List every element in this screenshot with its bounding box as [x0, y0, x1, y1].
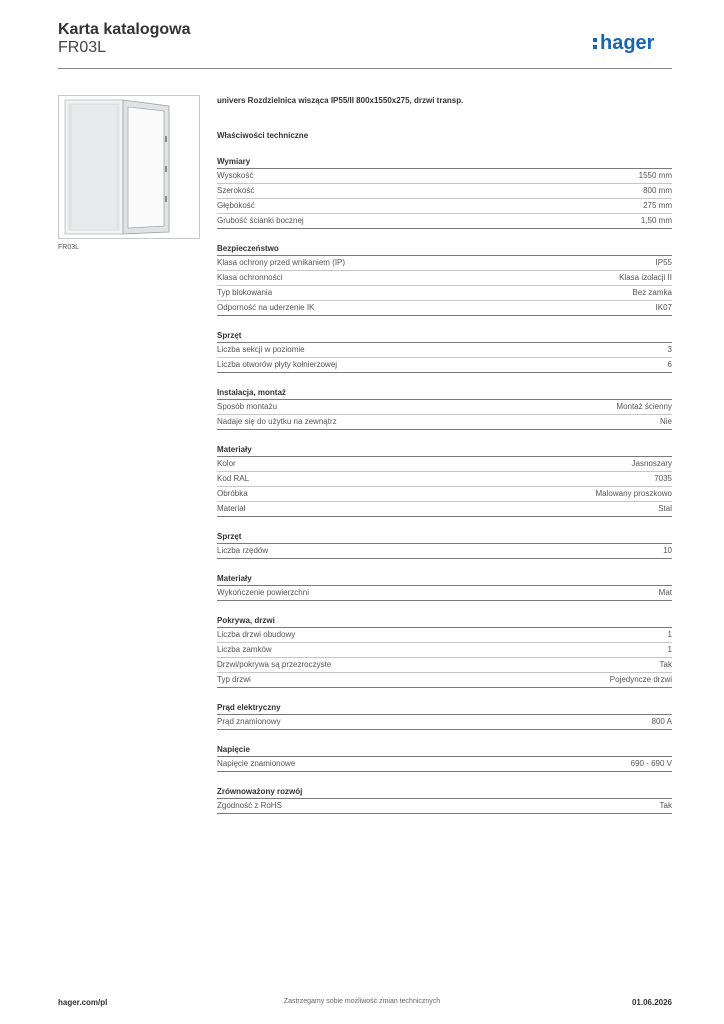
hager-logo — [592, 30, 674, 56]
spec-label: Typ blokowania — [217, 288, 273, 297]
spec-section — [217, 743, 672, 772]
spec-label: Drzwi/pokrywa są przezroczyste — [217, 660, 332, 669]
spec-value: Montaż ścienny — [616, 402, 672, 411]
spec-row — [217, 286, 672, 301]
spec-row — [217, 643, 672, 658]
spec-section — [217, 701, 672, 730]
spec-section — [217, 614, 672, 688]
footer-date: 01.06.2026 — [631, 998, 672, 1007]
spec-row — [217, 586, 672, 601]
spec-value: Jasnoszary — [631, 459, 672, 468]
spec-row — [217, 169, 672, 184]
spec-row — [217, 400, 672, 415]
spec-section — [217, 386, 672, 430]
spec-value: Tak — [659, 660, 672, 669]
spec-label: Sposób montażu — [217, 402, 278, 411]
spec-value: 6 — [667, 360, 672, 369]
spec-value: IP55 — [655, 258, 672, 267]
spec-label: Liczba rzędów — [217, 546, 269, 555]
spec-label: Napięcie znamionowe — [217, 759, 296, 768]
product-description: univers Rozdzielnica wisząca IP55/II 800x1550x275, drzwi transp. — [217, 96, 464, 105]
spec-row — [217, 487, 672, 502]
spec-label: Liczba drzwi obudowy — [217, 630, 296, 639]
spec-value: 800 mm — [643, 186, 672, 195]
tech-properties-heading: Właściwości techniczne — [217, 131, 309, 140]
spec-row — [217, 658, 672, 673]
logo-text: hager — [600, 32, 655, 54]
spec-value: Klasa izolacji II — [619, 273, 672, 282]
footer-disclaimer: Zastrzegamy sobie możliwość zmian technicznych — [283, 998, 441, 1005]
spec-row — [217, 544, 672, 559]
spec-label: Szerokość — [217, 186, 255, 195]
spec-section — [217, 242, 672, 316]
spec-value: 800 A — [651, 717, 672, 726]
spec-sections — [217, 155, 672, 814]
spec-value: 1 — [667, 645, 672, 654]
spec-label: Zgodność z RoHS — [217, 801, 282, 810]
spec-value: Nie — [659, 417, 672, 426]
spec-row — [217, 415, 672, 430]
section-title: Napięcie — [217, 743, 672, 757]
product-code: FR03L — [58, 39, 107, 56]
section-title: Zrównoważony rozwój — [217, 785, 672, 799]
spec-section — [217, 329, 672, 373]
footer-website: hager.com/pl — [58, 998, 108, 1007]
spec-value: 3 — [667, 345, 672, 354]
section-title: Wymiary — [217, 155, 672, 169]
spec-row — [217, 799, 672, 814]
section-title: Bezpieczeństwo — [217, 242, 672, 256]
spec-value: IK07 — [655, 303, 672, 312]
spec-label: Wykończenie powierzchni — [217, 588, 309, 597]
spec-row — [217, 184, 672, 199]
spec-label: Głębokość — [217, 201, 255, 210]
spec-section — [217, 785, 672, 814]
section-title: Materiały — [217, 572, 672, 586]
spec-label: Materiał — [217, 504, 246, 513]
spec-value: Mat — [658, 588, 672, 597]
spec-row — [217, 757, 672, 772]
spec-label: Liczba sekcji w poziomie — [217, 345, 305, 354]
spec-row — [217, 457, 672, 472]
spec-row — [217, 343, 672, 358]
section-title: Pokrywa, drzwi — [217, 614, 672, 628]
spec-section — [217, 155, 672, 229]
spec-section — [217, 530, 672, 559]
section-title: Sprzęt — [217, 329, 672, 343]
spec-row — [217, 358, 672, 373]
spec-label: Liczba otworów płyty kołnierzowej — [217, 360, 338, 369]
spec-label: Kolor — [217, 459, 236, 468]
spec-label: Typ drzwi — [217, 675, 251, 684]
spec-label: Odporność na uderzenie IK — [217, 303, 315, 312]
spec-content — [217, 94, 672, 814]
spec-section — [217, 572, 672, 601]
spec-value: Malowany proszkowo — [595, 489, 672, 498]
spec-value: 1,50 mm — [640, 216, 672, 225]
spec-label: Kod RAL — [217, 474, 250, 483]
spec-section — [217, 443, 672, 517]
section-title: Materiały — [217, 443, 672, 457]
section-title: Prąd elektryczny — [217, 701, 672, 715]
spec-row — [217, 199, 672, 214]
spec-value: 1550 mm — [638, 171, 672, 180]
spec-label: Prąd znamionowy — [217, 717, 281, 726]
spec-row — [217, 502, 672, 517]
spec-value: 7035 — [654, 474, 672, 483]
spec-value: Bez zamka — [632, 288, 672, 297]
spec-row — [217, 214, 672, 229]
spec-row — [217, 256, 672, 271]
spec-label: Obróbka — [217, 489, 248, 498]
section-title: Instalacja, montaż — [217, 386, 672, 400]
spec-row — [217, 301, 672, 316]
section-title: Sprzęt — [217, 530, 672, 544]
spec-value: Pojedyncze drzwi — [609, 675, 672, 684]
spec-row — [217, 628, 672, 643]
product-image — [58, 95, 200, 239]
spec-label: Grubość ścianki bocznej — [217, 216, 304, 225]
spec-label: Klasa ochronności — [217, 273, 283, 282]
spec-label: Nadaje się do użytku na zewnątrz — [217, 417, 337, 426]
spec-value: 690 - 690 V — [630, 759, 672, 768]
spec-value: Stal — [658, 504, 672, 513]
spec-row — [217, 715, 672, 730]
spec-value: 275 mm — [643, 201, 672, 210]
spec-row — [217, 271, 672, 286]
image-caption: FR03L — [58, 244, 80, 251]
spec-row — [217, 673, 672, 688]
spec-value: Tak — [659, 801, 672, 810]
spec-value: 10 — [663, 546, 672, 555]
spec-label: Liczba zamków — [217, 645, 272, 654]
spec-row — [217, 472, 672, 487]
spec-label: Wysokość — [217, 171, 254, 180]
header-divider — [58, 68, 672, 69]
spec-value: 1 — [667, 630, 672, 639]
spec-label: Klasa ochrony przed wnikaniem (IP) — [217, 258, 346, 267]
document-title: Karta katalogowa — [58, 21, 191, 38]
